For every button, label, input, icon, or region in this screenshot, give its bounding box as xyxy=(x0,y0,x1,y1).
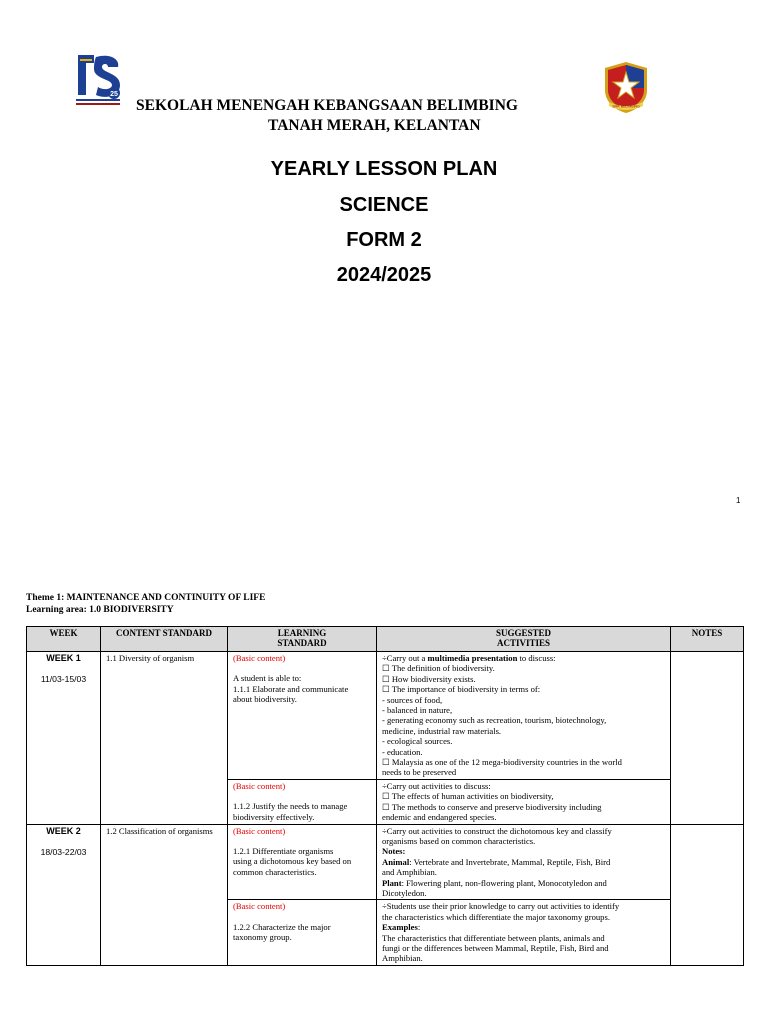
activity-line: medicine, industrial raw materials. xyxy=(382,725,502,736)
theme-line: Theme 1: MAINTENANCE AND CONTINUITY OF LIFE xyxy=(26,593,266,603)
content-standard-cell: 1.2 Classification of organisms xyxy=(101,824,228,965)
content-standard-cell: 1.1 Diversity of organism xyxy=(101,652,228,825)
table-header-row xyxy=(27,627,744,652)
notes-cell xyxy=(671,652,744,825)
learning-standard-cell xyxy=(228,779,377,824)
school-crest-logo xyxy=(601,60,651,114)
header-suggested-activities: SUGGESTED ACTIVITIES xyxy=(377,627,671,652)
header-learning-standard: LEARNING STANDARD xyxy=(228,627,377,652)
doc-subject: SCIENCE xyxy=(339,194,429,216)
theme-block xyxy=(26,592,265,616)
doc-form: FORM 2 xyxy=(346,229,422,251)
school-location: TANAH MERAH, KELANTAN xyxy=(268,117,481,134)
basic-content-tag: (Basic content) xyxy=(233,901,286,912)
doc-title: YEARLY LESSON PLAN xyxy=(270,158,498,180)
learning-standard-line: common characteristics. xyxy=(233,866,317,877)
activity-line: Examples: xyxy=(382,922,421,933)
table-row xyxy=(27,652,744,780)
basic-content-tag: (Basic content) xyxy=(233,780,286,791)
learning-standard-line: 1.1.1 Elaborate and communicate xyxy=(233,683,349,694)
learning-standard-line: 1.2.2 Characterize the major xyxy=(233,921,331,932)
activity-line: - balanced in nature, xyxy=(382,705,453,716)
svg-text:SMK BELIMBING: SMK BELIMBING xyxy=(612,104,640,109)
activity-line: ☐ Malaysia as one of the 12 mega-biodiversity countries in the world xyxy=(382,757,622,768)
suggested-activities-cell xyxy=(377,652,671,780)
learning-standard-cell xyxy=(228,900,377,965)
activity-line: - generating economy such as recreation, tourism, biotechnology, xyxy=(382,715,607,726)
week-cell xyxy=(27,824,101,965)
activity-line: The characteristics that differentiate between plants, animals and xyxy=(382,932,605,943)
spacer xyxy=(233,912,371,922)
spacer xyxy=(233,791,371,801)
learning-standard-line: taxonomy group. xyxy=(233,932,292,943)
spacer xyxy=(233,663,371,673)
activity-line: ☐ How biodiversity exists. xyxy=(382,673,476,684)
svg-text:25: 25 xyxy=(110,91,118,98)
activity-line: ÷Carry out activities to construct the dichotomous key and classify xyxy=(382,825,612,836)
week-cell xyxy=(27,652,101,825)
suggested-activities-cell xyxy=(377,824,671,900)
learning-standard-line: 1.1.2 Justify the needs to manage xyxy=(233,801,348,812)
learning-standard-line: biodiversity effectively. xyxy=(233,811,315,822)
basic-content-tag: (Basic content) xyxy=(233,825,286,836)
learning-standard-line: using a dichotomous key based on xyxy=(233,856,352,867)
activity-line: ☐ The definition of biodiversity. xyxy=(382,663,495,674)
activity-line: the characteristics which differentiate the major taxonomy groups. xyxy=(382,911,610,922)
activity-line: Dicotyledon. xyxy=(382,887,427,898)
activity-line: ÷Carry out activities to discuss: xyxy=(382,780,491,791)
basic-content-tag: (Basic content) xyxy=(233,653,286,663)
activity-line: ÷Carry out a multimedia presentation to discuss: xyxy=(382,653,556,663)
activity-line: - ecological sources. xyxy=(382,736,453,747)
school-name: SEKOLAH MENENGAH KEBANGSAAN BELIMBING xyxy=(136,97,518,114)
week-label: WEEK 2 xyxy=(46,825,81,836)
week-label: WEEK 1 xyxy=(46,653,81,663)
activity-line: Plant: Flowering plant, non-flowering plant, Monocotyledon and xyxy=(382,877,607,888)
activity-line: Animal: Vertebrate and Invertebrate, Mammal, Reptile, Fish, Bird xyxy=(382,856,611,867)
activity-line: endemic and endangered species. xyxy=(382,812,497,823)
activity-line: ☐ The effects of human activities on biodiversity, xyxy=(382,791,554,802)
suggested-activities-cell xyxy=(377,900,671,965)
school-anniversary-logo xyxy=(74,51,122,107)
header-week: WEEK xyxy=(27,627,101,652)
notes-cell xyxy=(671,824,744,965)
page-number: 1 xyxy=(736,496,741,505)
activity-line: fungi or the differences between Mammal, Reptile, Fish, Bird and xyxy=(382,942,609,953)
learning-standard-line: about biodiversity. xyxy=(233,694,297,705)
activity-line: needs to be preserved xyxy=(382,767,457,778)
learning-standard-line: A student is able to: xyxy=(233,673,302,684)
week-dates: 11/03-15/03 xyxy=(40,674,87,685)
doc-year: 2024/2025 xyxy=(336,264,432,286)
suggested-activities-cell xyxy=(377,779,671,824)
activity-line: ☐ The methods to conserve and preserve biodiversity including xyxy=(382,801,602,812)
activity-line: - sources of food, xyxy=(382,694,443,705)
activity-line: ☐ The importance of biodiversity in terms of: xyxy=(382,684,541,695)
learning-standard-cell xyxy=(228,824,377,900)
activity-line: - education. xyxy=(382,746,423,757)
activity-line: Amphibian. xyxy=(382,953,423,964)
table-row xyxy=(27,824,744,900)
spacer xyxy=(233,836,371,846)
header-content-standard: CONTENT STANDARD xyxy=(101,627,228,652)
activity-line: Notes: xyxy=(382,846,406,857)
learning-standard-cell xyxy=(228,652,377,780)
learning-standard-line: 1.2.1 Differentiate organisms xyxy=(233,845,334,856)
activity-line: ÷Students use their prior knowledge to carry out activities to identify xyxy=(382,901,620,912)
lesson-plan-table xyxy=(26,626,744,966)
header-notes: NOTES xyxy=(671,627,744,652)
week-dates: 18/03-22/03 xyxy=(40,846,87,857)
activity-line: organisms based on common characteristics. xyxy=(382,835,536,846)
learning-area-line: Learning area: 1.0 BIODIVERSITY xyxy=(26,605,174,615)
activity-line: and Amphibian. xyxy=(382,867,437,878)
